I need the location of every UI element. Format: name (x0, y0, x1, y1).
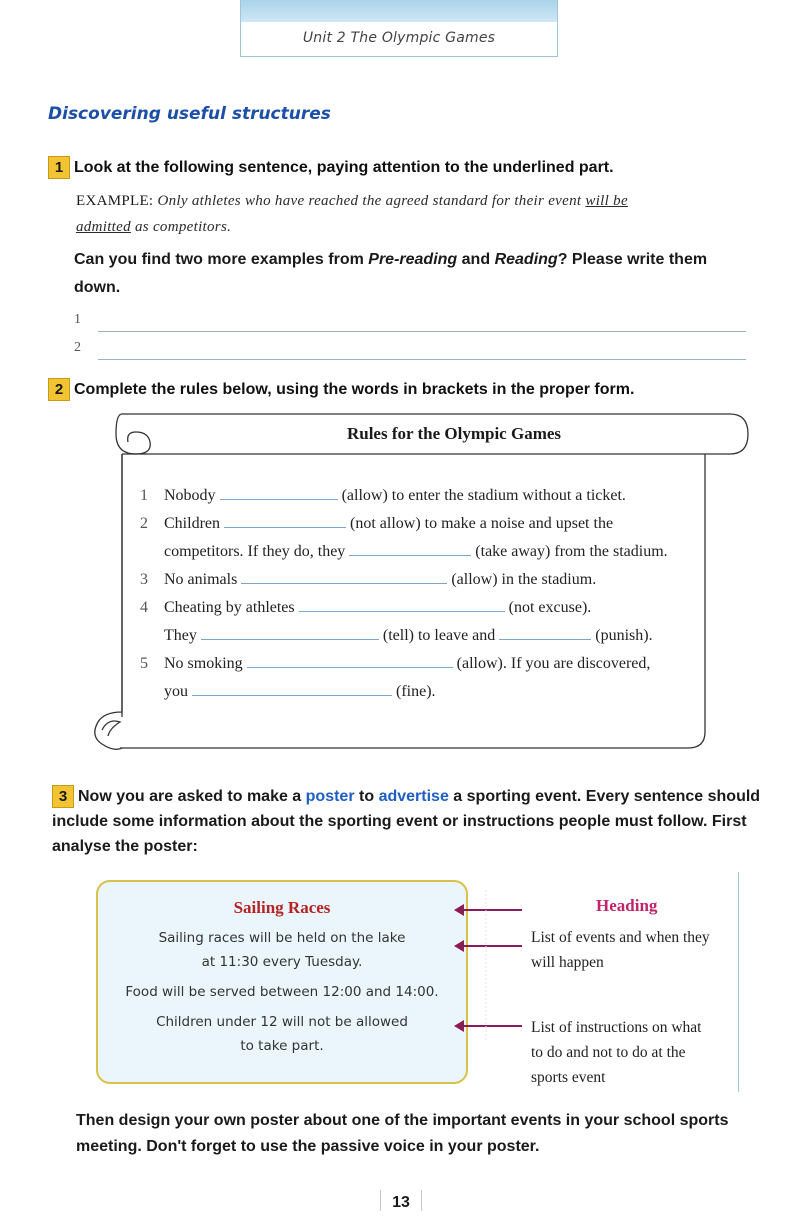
answer-number-1: 1 (74, 312, 81, 327)
poster-link[interactable]: poster (305, 788, 355, 805)
example-underlined-part1: will be (585, 193, 628, 209)
rule-4-cont (140, 622, 710, 650)
rule-text: They (164, 627, 197, 644)
instructions-explanation (531, 1015, 702, 1090)
rule-2-cont (140, 538, 710, 566)
rule-text: (not excuse). (508, 599, 592, 616)
example-underlined-part2: admitted (76, 219, 131, 235)
blank-field[interactable] (192, 679, 392, 696)
example-text-part2: as competitors. (134, 219, 232, 235)
rule-text: Children (164, 515, 220, 532)
poster-arrows (450, 890, 530, 1040)
answer-line-1[interactable] (74, 312, 746, 334)
task3-number-badge: 3 (52, 785, 74, 808)
rule-number: 3 (140, 571, 148, 588)
page-number: 13 (380, 1190, 422, 1211)
arrow-head-icon (454, 1020, 464, 1032)
explanation-line: to do and not to do at the (531, 1044, 686, 1061)
section-title: Discovering useful structures (48, 104, 331, 124)
unit-banner (240, 0, 558, 57)
question-part1: Can you find two more examples from (74, 251, 364, 268)
task2-heading (48, 378, 634, 401)
rule-text: (punish). (595, 627, 653, 644)
rule-3 (140, 566, 710, 594)
heading-label: Heading (596, 896, 658, 915)
rule-number: 4 (140, 599, 148, 616)
answer-input-line[interactable] (98, 331, 746, 332)
rule-text: (fine). (396, 683, 436, 700)
rule-text: (allow). If you are discovered, (456, 655, 651, 672)
answer-line-2[interactable] (74, 340, 746, 362)
rules-list (140, 482, 710, 706)
answer-number-2: 2 (74, 340, 81, 355)
blank-field[interactable] (241, 567, 447, 584)
task2-instruction: Complete the rules below, using the words in brackets in the proper form. (74, 381, 635, 398)
task3-text: a sporting event. Every sentence should include some information about the sporting event or instructions people must follow. First analyse the poster: (52, 788, 761, 855)
example-text-part1: Only athletes who have reached the agreed standard for their event (157, 193, 582, 209)
blank-field[interactable] (299, 595, 505, 612)
question-em1: Pre-reading (368, 251, 458, 268)
blank-field[interactable] (499, 623, 591, 640)
answer-input-line[interactable] (98, 359, 746, 360)
task3-text: Now you are asked to make a (78, 788, 302, 805)
explanation-line: List of events and when they (531, 929, 710, 946)
poster-line: at 11:30 every Tuesday. (201, 954, 363, 970)
rule-5-cont (140, 678, 710, 706)
arrow-head-icon (454, 904, 464, 916)
banner-image (241, 0, 557, 22)
rule-text: (allow) in the stadium. (451, 571, 597, 588)
poster-line: Food will be served between 12:00 and 14:00. (125, 984, 439, 1000)
poster-title: Sailing Races (233, 898, 331, 917)
poster-line: Children under 12 will not be allowed (156, 1014, 408, 1030)
example-label: EXAMPLE: (76, 193, 154, 209)
task3-text: to (359, 788, 375, 805)
sample-poster (96, 880, 468, 1084)
rule-text: competitors. If they do, they (164, 543, 346, 560)
rule-text: you (164, 683, 188, 700)
rule-text: (allow) to enter the stadium without a ticket. (341, 487, 626, 504)
rule-5 (140, 650, 710, 678)
task3-instruction (52, 784, 762, 859)
closing-instruction: Then design your own poster about one of the important events in your school sports meeting. Don't forget to use the passive voice in your poster. (76, 1112, 729, 1155)
task1-instruction: Look at the following sentence, paying attention to the underlined part. (74, 159, 614, 176)
blank-field[interactable] (224, 511, 346, 528)
question-part2: ? Please write them down. (74, 251, 708, 296)
rule-number: 5 (140, 655, 148, 672)
poster-line: to take part. (240, 1038, 324, 1054)
arrow-head-icon (454, 940, 464, 952)
poster-line: Sailing races will be held on the lake (158, 930, 406, 946)
rule-text: No animals (164, 571, 238, 588)
rule-text: No smoking (164, 655, 243, 672)
rule-text: Nobody (164, 487, 216, 504)
rule-text: Cheating by athletes (164, 599, 295, 616)
blank-field[interactable] (201, 623, 379, 640)
explanation-line: will happen (531, 954, 604, 971)
rule-1 (140, 482, 710, 510)
advertise-link[interactable]: advertise (378, 788, 449, 805)
blank-field[interactable] (220, 483, 338, 500)
explanation-line: sports event (531, 1069, 606, 1086)
task1-question (74, 246, 754, 302)
question-and: and (461, 251, 491, 268)
rule-number: 1 (140, 487, 148, 504)
blank-field[interactable] (349, 539, 471, 556)
rule-text: (tell) to leave and (382, 627, 496, 644)
rule-number: 2 (140, 515, 148, 532)
task2-number-badge: 2 (48, 378, 70, 401)
events-explanation (531, 925, 710, 975)
rule-4 (140, 594, 710, 622)
right-border (738, 872, 739, 1092)
task1-number-badge: 1 (48, 156, 70, 179)
task1-heading (48, 156, 614, 179)
rule-2 (140, 510, 710, 538)
explanation-line: List of instructions on what (531, 1019, 702, 1036)
rules-title: Rules for the Olympic Games (346, 424, 562, 443)
rule-text: (not allow) to make a noise and upset the (350, 515, 614, 532)
question-em2: Reading (494, 251, 558, 268)
blank-field[interactable] (247, 651, 453, 668)
rule-text: (take away) from the stadium. (475, 543, 668, 560)
unit-title: Unit 2 The Olympic Games (302, 30, 496, 46)
task1-example (76, 188, 752, 240)
